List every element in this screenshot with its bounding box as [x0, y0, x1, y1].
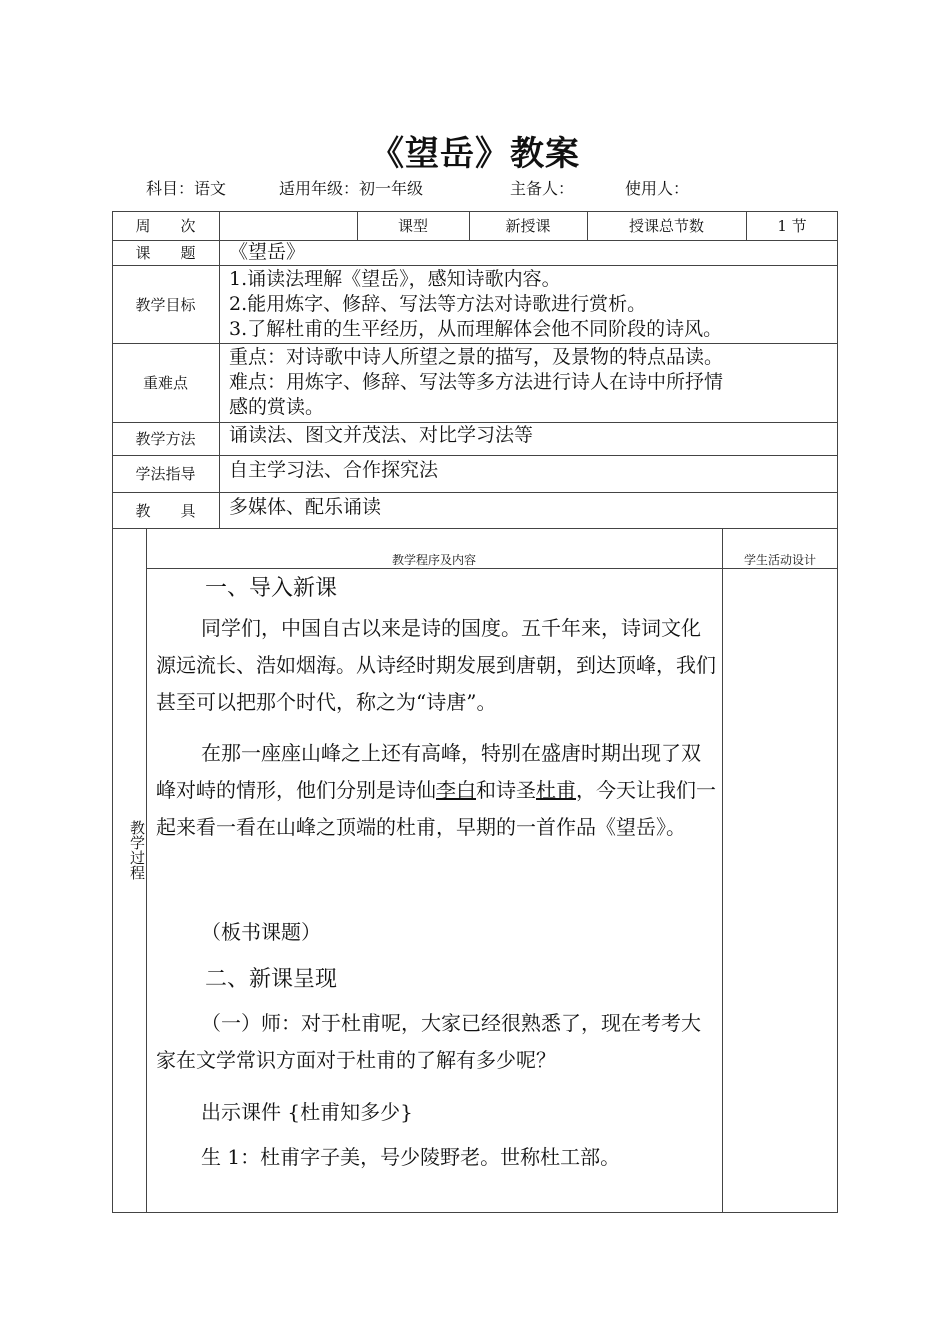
tools-label: 教 具	[135, 501, 196, 520]
paragraph-text: 和诗圣	[476, 778, 536, 802]
paragraph: 生 1：杜甫字子美，号少陵野老。世称杜工部。	[201, 1145, 621, 1169]
poet-name: 李白	[436, 778, 476, 802]
row-divider	[112, 343, 838, 344]
key-point-line: 难点：用炼字、修辞、写法等多方法进行诗人在诗中所抒情	[229, 371, 724, 393]
key-points-label: 重难点	[142, 374, 188, 392]
topic-value: 《望岳》	[229, 241, 306, 263]
week-value	[219, 211, 357, 240]
grade-label: 适用年级：初一年级	[279, 179, 424, 198]
row-divider	[112, 240, 838, 241]
row-divider	[112, 492, 838, 493]
paragraph: 同学们，中国自古以来是诗的国度。五千年来，诗词文化源远流长、浩如烟海。从诗经时期发展到唐朝，到达顶峰，我们甚至可以把那个时代，称之为“诗唐”。	[156, 616, 716, 714]
paragraph: 出示课件 {杜甫知多少}	[201, 1100, 413, 1124]
key-point-line: 重点：对诗歌中诗人所望之景的描写，及景物的特点品读。	[229, 346, 724, 368]
total-hours-label: 授课总节数	[628, 217, 704, 235]
content-header: 教学程序及内容	[391, 552, 476, 567]
process-side-label: 教学过程	[128, 820, 146, 880]
row-divider	[146, 568, 838, 569]
section-heading: 二、新课呈现	[205, 967, 338, 992]
subject-label: 科目：语文	[146, 179, 227, 198]
col-divider	[146, 528, 147, 1213]
poet-name: 杜甫	[536, 778, 576, 802]
lesson-type-value: 新授课	[505, 217, 551, 235]
paragraph	[156, 735, 716, 846]
user-label: 使用人：	[625, 179, 690, 198]
paragraph: （一）师：对于杜甫呢，大家已经很熟悉了，现在考考大家在文学常识方面对于杜甫的了解有多少呢？	[156, 1011, 701, 1072]
week-label: 周 次	[135, 217, 196, 235]
guidance-label: 学法指导	[135, 465, 196, 483]
guidance-value: 自主学习法、合作探究法	[229, 459, 439, 481]
page-title: 《望岳》教案	[370, 134, 580, 174]
row-divider	[112, 455, 838, 456]
col-divider	[722, 528, 723, 1213]
activity-header: 学生活动设计	[743, 552, 816, 567]
row-divider	[112, 528, 838, 529]
lesson-type-label: 课型	[397, 217, 428, 235]
paragraph: （板书课题）	[201, 920, 321, 944]
goal-item: 2.能用炼字、修辞、写法等方法对诗歌进行赏析。	[229, 293, 647, 315]
goal-item: 1.诵读法理解《望岳》，感知诗歌内容。	[229, 268, 561, 290]
preparer-label: 主备人：	[510, 179, 575, 198]
tools-value: 多媒体、配乐诵读	[229, 496, 382, 518]
paragraph-text: 在那一座座山峰之上还有高峰，特别在盛唐时期出现了双峰对峙的情形，他们分别是诗仙	[156, 741, 701, 802]
total-hours-value: 1 节	[777, 217, 807, 235]
goals-label: 教学目标	[135, 295, 196, 314]
paragraph-text: ，今天让我们一起来看一看在山峰之顶端的杜甫，早期的一首作品《望岳》。	[156, 778, 716, 839]
col-divider	[219, 211, 220, 528]
goal-item: 3.了解杜甫的生平经历，从而理解体会他不同阶段的诗风。	[229, 318, 723, 340]
methods-label: 教学方法	[135, 430, 196, 448]
row-divider	[112, 265, 838, 266]
methods-value: 诵读法、图文并茂法、对比学习法等	[229, 424, 534, 446]
section-heading: 一、导入新课	[205, 576, 338, 601]
key-point-line: 感的赏读。	[229, 396, 325, 418]
topic-label: 课 题	[135, 244, 196, 262]
